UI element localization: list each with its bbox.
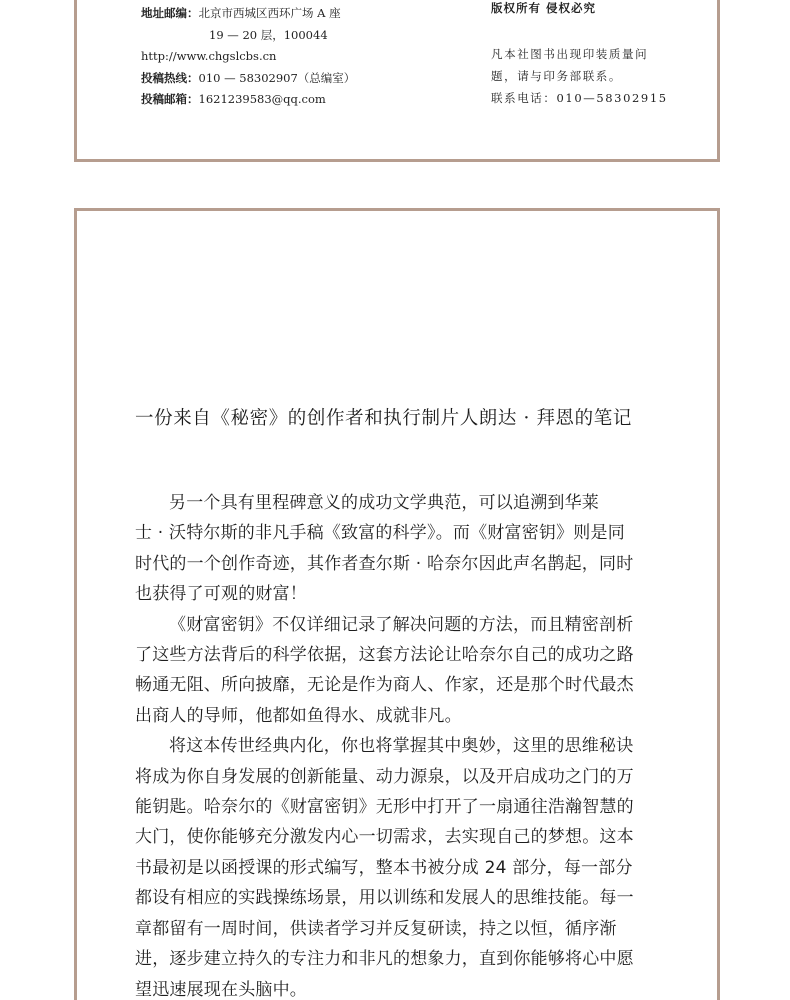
notice-line-3: 联系电话：010—58302915 xyxy=(491,91,668,105)
notice-line-1: 凡本社图书出现印装质量问 xyxy=(491,47,649,61)
body-line: 进，逐步建立持久的专注力和非凡的想象力，直到你能够将心中愿 xyxy=(135,949,634,970)
note-body xyxy=(135,488,655,1000)
email-label: 投稿邮箱： xyxy=(141,92,199,106)
hotline-value: 010 — 58302907（总编室） xyxy=(198,70,356,85)
body-line: 畅通无阻、所向披靡，无论是作为商人、作家，还是那个时代最杰 xyxy=(135,675,634,696)
quality-notice xyxy=(491,43,701,109)
body-line: 大门，使你能够充分激发内心一切需求，去实现自己的梦想。这本 xyxy=(135,827,634,848)
body-line: 章都留有一周时间，供读者学习并反复研读，持之以恒，循序渐 xyxy=(135,918,617,939)
body-paragraph xyxy=(135,610,655,732)
body-line: 另一个具有里程碑意义的成功文学典范，可以追溯到华莱 xyxy=(169,493,599,513)
publisher-contact-block xyxy=(141,3,441,111)
hotline-row xyxy=(141,68,441,90)
body-paragraph xyxy=(135,731,655,1000)
address-line-1: 北京市西城区西环广场 A 座 xyxy=(198,6,341,20)
notice-line-2: 题，请与印务部联系。 xyxy=(491,69,622,83)
body-line: 《财富密钥》不仅详细记录了解决问题的方法，而且精密剖析 xyxy=(169,614,634,635)
body-line: 书最初是以函授课的形式编写，整本书被分成 24 部分，每一部分 xyxy=(135,857,633,878)
body-line: 能钥匙。哈奈尔的《财富密钥》无形中打开了一扇通往浩瀚智慧的 xyxy=(135,797,634,818)
body-line: 也获得了可观的财富！ xyxy=(135,584,307,605)
address-row xyxy=(141,3,441,25)
body-line: 望迅速展现在头脑中。 xyxy=(135,979,307,1000)
body-paragraph xyxy=(135,488,655,610)
website-url: http://www.chgslcbs.cn xyxy=(141,49,277,63)
copyright-page-panel xyxy=(74,0,720,162)
note-page-panel xyxy=(74,208,720,1000)
body-line: 出商人的导师，他都如鱼得水、成就非凡。 xyxy=(135,705,462,726)
email-row xyxy=(141,89,441,111)
rights-notice-block xyxy=(491,0,701,109)
body-line: 了这些方法背后的科学依据，这套方法论让哈奈尔自己的成功之路 xyxy=(135,645,634,666)
address-line-2: 19 — 20 层，100044 xyxy=(209,27,328,42)
body-line: 都设有相应的实践操练场景，用以训练和发展人的思维技能。每一 xyxy=(135,888,634,909)
body-line: 将这本传世经典内化，你也将掌握其中奥妙，这里的思维秘诀 xyxy=(169,736,634,757)
hotline-label: 投稿热线： xyxy=(141,70,199,85)
body-line: 士 · 沃特尔斯的非凡手稿《致富的科学》。而《财富密钥》则是同 xyxy=(135,523,625,544)
address-label: 地址邮编： xyxy=(141,6,199,20)
rights-reserved: 版权所有 侵权必究 xyxy=(491,1,597,15)
note-heading: 一份来自《秘密》的创作者和执行制片人朗达 · 拜恩的笔记 xyxy=(135,408,632,429)
body-line: 将成为你自身发展的创新能量、动力源泉，以及开启成功之门的万 xyxy=(135,766,634,787)
email-value: 1621239583@qq.com xyxy=(198,92,326,106)
body-line: 时代的一个创作奇迹，其作者查尔斯 · 哈奈尔因此声名鹊起，同时 xyxy=(135,553,634,574)
